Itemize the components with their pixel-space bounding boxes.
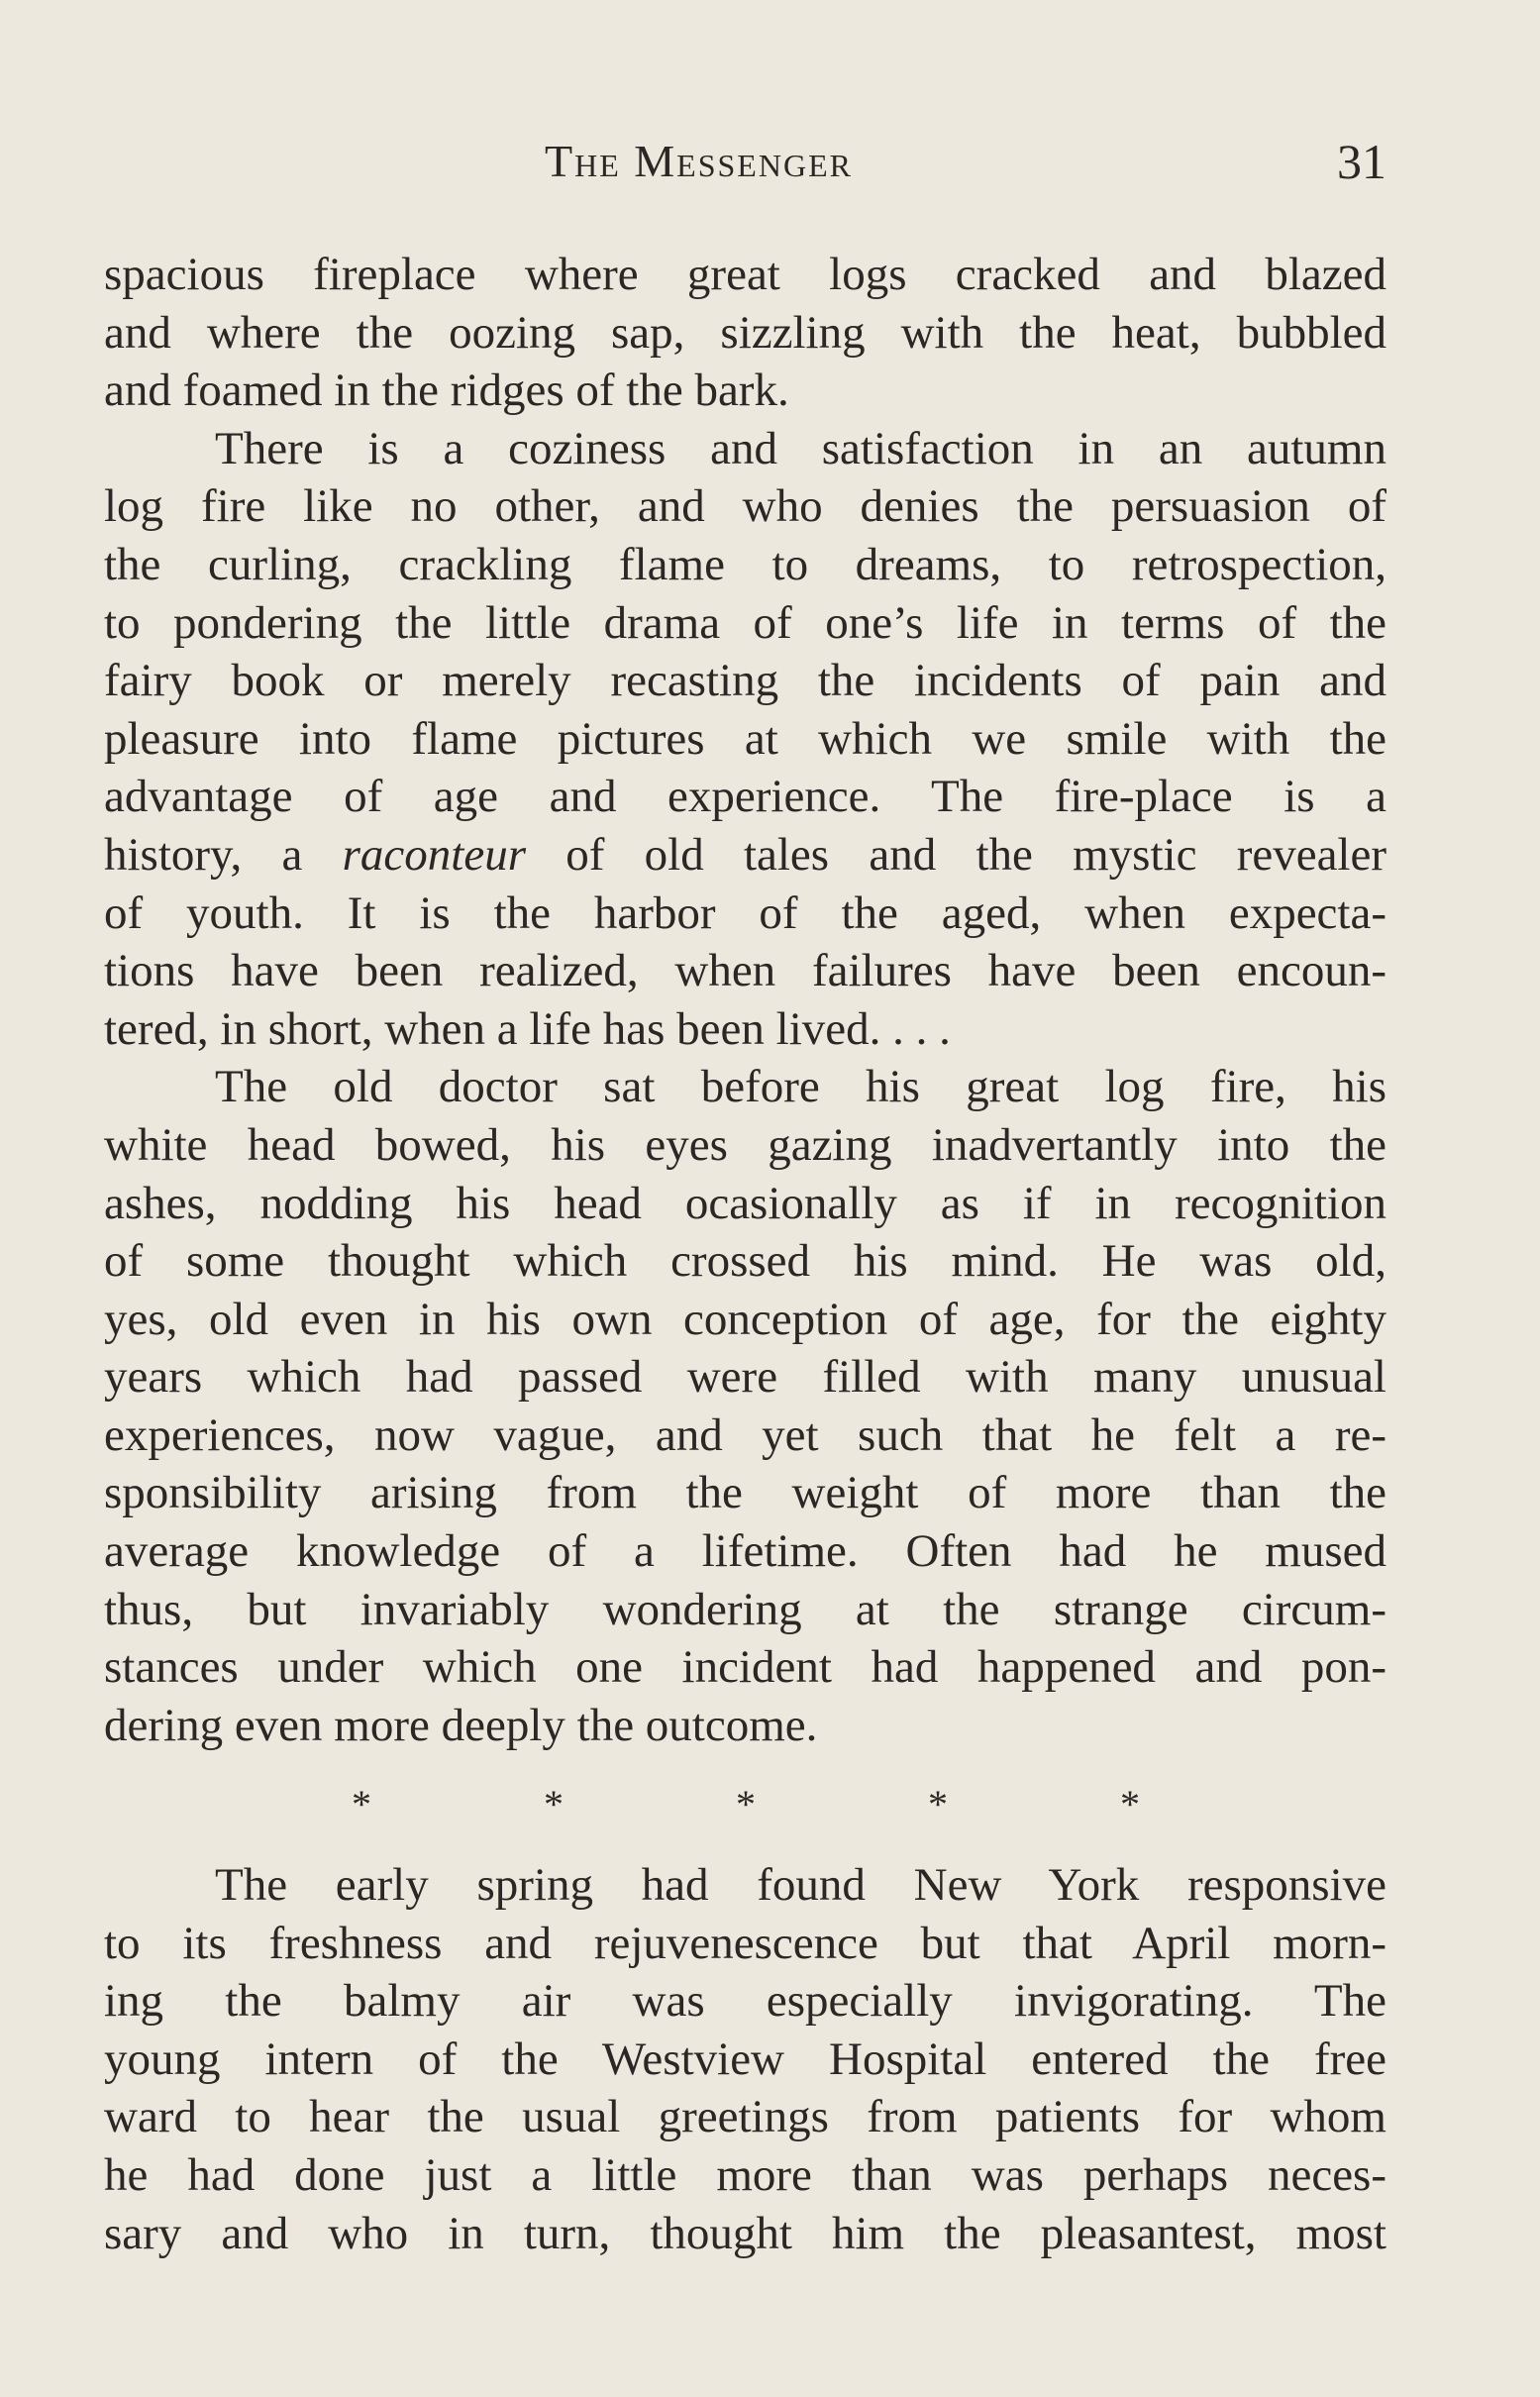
paragraph-first-line: The early spring had found New York responsive xyxy=(215,1859,1386,1911)
text-line: ing the balmy air was especially invigorating. The xyxy=(104,1975,1386,2028)
text-span: of old tales and the mystic revealer xyxy=(565,828,1386,881)
asterisk: * xyxy=(352,1782,371,1826)
text-line: the curling, crackling flame to dreams, to retrospection, xyxy=(104,538,1386,590)
text-line: thus, but invariably wondering at the strange circum- xyxy=(104,1583,1386,1635)
text-line: of youth. It is the harbor of the aged, when expecta- xyxy=(104,886,1386,939)
text-line: tered, in short, when a life has been lived. . . . xyxy=(104,1002,951,1055)
text-span: history, a xyxy=(104,828,303,881)
text-line: and where the oozing sap, sizzling with the heat, bubbled xyxy=(104,306,1386,359)
text-line: stances under which one incident had happened and pon- xyxy=(104,1641,1386,1694)
text-line: experiences, now vague, and yet such that he felt a re- xyxy=(104,1408,1386,1461)
section-separator xyxy=(352,1780,1140,1829)
text-line: ward to hear the usual greetings from patients for whom xyxy=(104,2091,1386,2143)
text-line: sary and who in turn, thought him the pleasantest, most xyxy=(104,2207,1386,2259)
text-line: to pondering the little drama of one’s life in terms of the xyxy=(104,596,1386,649)
italic-word: raconteur xyxy=(342,828,526,881)
text-line: young intern of the Westview Hospital entered the free xyxy=(104,2032,1386,2085)
running-header xyxy=(104,127,1386,196)
text-line: fairy book or merely recasting the incidents of pain and xyxy=(104,655,1386,707)
asterisk: * xyxy=(1120,1782,1140,1826)
text-line: spacious fireplace where great logs cracked and blazed xyxy=(104,249,1386,300)
asterisk: * xyxy=(736,1782,756,1826)
text-line: white head bowed, his eyes gazing inadvertantly into the xyxy=(104,1118,1386,1171)
text-line: ashes, nodding his head ocasionally as if in recognition xyxy=(104,1177,1386,1229)
text-line: average knowledge of a lifetime. Often had he mused xyxy=(104,1525,1386,1578)
paragraph-first-line: The old doctor sat before his great log fire, his xyxy=(215,1061,1386,1113)
text-line: of some thought which crossed his mind. He was old, xyxy=(104,1235,1386,1288)
paragraph-first-line: There is a coziness and satisfaction in an autumn xyxy=(215,422,1386,474)
text-line: to its freshness and rejuvenescence but that April morn- xyxy=(104,1917,1386,1969)
asterisk: * xyxy=(544,1782,564,1826)
body-text-section-2 xyxy=(104,1856,1386,2262)
running-title: The Messenger xyxy=(545,136,853,186)
text-line: yes, old even in his own conception of age, for the eighty xyxy=(104,1293,1386,1345)
text-line: dering even more deeply the outcome. xyxy=(104,1699,818,1751)
asterisk: * xyxy=(928,1782,948,1826)
text-line: log fire like no other, and who denies the persuasion of xyxy=(104,480,1386,533)
text-line: he had done just a little more than was perhaps neces- xyxy=(104,2148,1386,2201)
body-text-section-1 xyxy=(104,246,1386,1754)
text-line: advantage of age and experience. The fire-place is a xyxy=(104,771,1386,823)
text-line: sponsibility arising from the weight of more than the xyxy=(104,1467,1386,1519)
text-line: tions have been realized, when failures have been encoun- xyxy=(104,945,1386,997)
text-line: pleasure into flame pictures at which we smile with the xyxy=(104,712,1386,765)
text-line: and foamed in the ridges of the bark. xyxy=(104,365,789,417)
page-number: 31 xyxy=(1337,134,1386,189)
text-line-with-italic xyxy=(104,826,1386,885)
text-line: years which had passed were filled with many unusual xyxy=(104,1351,1386,1404)
